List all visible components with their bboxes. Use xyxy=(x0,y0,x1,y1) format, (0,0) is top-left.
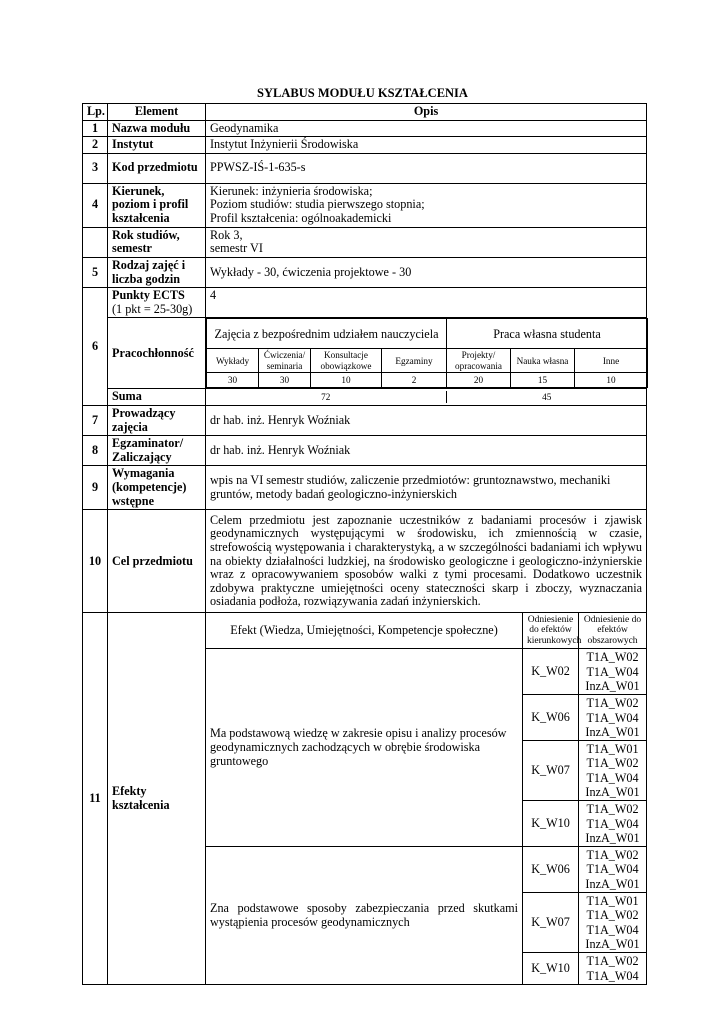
row-number: 11 xyxy=(83,613,108,985)
area-references xyxy=(579,695,647,741)
area-code: InzA_W01 xyxy=(585,830,640,845)
group-own-work: Praca własna studenta xyxy=(447,319,648,349)
row-label: Egzaminator/ Zaliczający xyxy=(108,436,206,466)
row-number: 2 xyxy=(83,137,108,154)
area-references xyxy=(579,741,647,801)
semester-line: semestr VI xyxy=(210,241,263,256)
row-label: Efekty kształcenia xyxy=(108,613,206,985)
column-exams: Egzaminy xyxy=(382,349,447,373)
area-code: T1A_W01 xyxy=(586,742,639,757)
sum-table-cell xyxy=(206,389,647,406)
row-number: 4 xyxy=(83,183,108,227)
row-number: 8 xyxy=(83,436,108,466)
header-lp: Lp. xyxy=(83,104,108,121)
header-element: Element xyxy=(108,104,206,121)
row-label: Pracochłonność xyxy=(108,318,206,389)
value-other: 10 xyxy=(575,373,648,388)
row-learning-outcomes-header xyxy=(83,613,647,649)
outcome-text: Zna podstawowe sposoby zabezpieczania przed skutkami wystąpienia procesów geodynamicznych xyxy=(206,847,523,985)
area-code: InzA_W01 xyxy=(585,936,640,951)
examiner-value: dr hab. inż. Henryk Woźniak xyxy=(206,436,647,466)
column-exercises: Ćwiczenia/ seminaria xyxy=(259,349,311,373)
row-label: Rok studiów, semestr xyxy=(108,227,206,257)
area-code: T1A_W04 xyxy=(586,862,639,877)
column-other: Inne xyxy=(575,349,648,373)
institute-value: Instytut Inżynierii Środowiska xyxy=(206,137,647,154)
field-line: Kierunek: inżynieria środowiska; xyxy=(210,183,373,198)
row-number: 7 xyxy=(83,405,108,435)
value-exercises: 30 xyxy=(259,373,311,388)
workload-table-cell xyxy=(206,318,647,389)
row-label: Instytut xyxy=(108,137,206,154)
profile-line: Profil kształcenia: ogólnoakademicki xyxy=(210,211,392,226)
row-module-name xyxy=(83,120,647,137)
ects-label-cell xyxy=(108,288,206,318)
row-lecturer xyxy=(83,405,647,435)
area-code: T1A_W02 xyxy=(586,756,639,771)
row-ects xyxy=(83,288,647,318)
year-line: Rok 3, xyxy=(210,227,243,242)
area-references xyxy=(579,801,647,847)
area-code: T1A_W02 xyxy=(586,848,639,863)
sum-direct: 72 xyxy=(206,391,446,403)
sum-label: Suma xyxy=(108,389,206,406)
row-number: 3 xyxy=(83,153,108,183)
sum-own: 45 xyxy=(446,391,647,403)
row-prerequisites xyxy=(83,466,647,510)
document-title: SYLABUS MODUŁU KSZTAŁCENIA xyxy=(257,86,468,100)
area-code: T1A_W02 xyxy=(586,650,639,665)
row-number: 5 xyxy=(83,257,108,287)
column-field-reference: Odniesienie do efektów kierunkowych xyxy=(523,613,579,649)
area-references xyxy=(579,953,647,985)
ects-value: 4 xyxy=(206,288,647,318)
field-of-study-value xyxy=(206,183,647,227)
field-reference: K_W02 xyxy=(523,649,579,695)
area-references xyxy=(579,893,647,953)
area-code: T1A_W02 xyxy=(586,954,639,969)
area-code: T1A_W02 xyxy=(586,908,639,923)
module-name-value: Geodynamika xyxy=(206,120,647,137)
area-code: T1A_W04 xyxy=(586,710,639,725)
field-reference: K_W10 xyxy=(523,801,579,847)
column-lectures: Wykłady xyxy=(207,349,259,373)
column-consultations: Konsultacje obowiązkowe xyxy=(311,349,382,373)
row-label: Nazwa modułu xyxy=(108,120,206,137)
row-course-objective xyxy=(83,510,647,613)
area-code: T1A_W04 xyxy=(586,664,639,679)
header-row xyxy=(83,104,647,121)
ects-note: (1 pkt = 25-30g) xyxy=(112,301,193,316)
column-self-study: Nauka własna xyxy=(511,349,575,373)
row-number: 1 xyxy=(83,120,108,137)
column-effect: Efekt (Wiedza, Umiejętności, Kompetencje społeczne) xyxy=(206,613,523,649)
sum-table xyxy=(206,391,647,403)
lecturer-value: dr hab. inż. Henryk Woźniak xyxy=(206,405,647,435)
course-objective-value: Celem przedmiotu jest zapoznanie uczestników z badaniami procesów i zjawisk geodynamicznych występującymi w środowisku, ich zmiennością w czasie, strefowością występowania i charakterystyką, a w szczególności badaniami ich wpływu na obiekty działalności ludzkiej, na środowisko geologiczne i geologiczno-inżynierskie wraz z opracowywaniem sposobów walki z tymi procesami. Dodatkowo uczestnik zdobywa praktyczne umiejętności oceny stateczności skarp i zboczy, wyznaczania osiadania podłoża, rozwiązywania zadań inżynierskich. xyxy=(206,510,647,613)
row-institute xyxy=(83,137,647,154)
row-label: Punkty ECTS xyxy=(112,288,185,303)
field-reference: K_W06 xyxy=(523,847,579,893)
row-class-types xyxy=(83,257,647,287)
row-year-semester xyxy=(83,227,647,257)
area-code: InzA_W01 xyxy=(585,724,640,739)
row-examiner xyxy=(83,436,647,466)
value-self-study: 15 xyxy=(511,373,575,388)
row-label: Kierunek, poziom i profil kształcenia xyxy=(108,183,206,227)
area-references xyxy=(579,649,647,695)
value-lectures: 30 xyxy=(207,373,259,388)
area-code: T1A_W04 xyxy=(586,922,639,937)
row-number: 9 xyxy=(83,466,108,510)
syllabus-table xyxy=(82,103,647,985)
row-number: 10 xyxy=(83,510,108,613)
prerequisites-value: wpis na VI semestr studiów, zaliczenie przedmiotów: gruntoznawstwo, mechaniki gruntów, metody badań geologiczno-inżynierskich xyxy=(206,466,647,510)
area-code: T1A_W02 xyxy=(586,696,639,711)
year-semester-value xyxy=(206,227,647,257)
area-code: InzA_W01 xyxy=(585,784,640,799)
row-label: Wymagania (kompetencje) wstępne xyxy=(108,466,206,510)
row-label: Cel przedmiotu xyxy=(108,510,206,613)
area-references xyxy=(579,847,647,893)
course-code-value: PPWSZ-IŚ-1-635-s xyxy=(206,153,647,183)
value-projects: 20 xyxy=(447,373,511,388)
field-reference: K_W06 xyxy=(523,695,579,741)
field-reference: K_W07 xyxy=(523,893,579,953)
field-reference: K_W10 xyxy=(523,953,579,985)
row-sum xyxy=(83,389,647,406)
area-code: T1A_W04 xyxy=(586,770,639,785)
class-types-value: Wykłady - 30, ćwiczenia projektowe - 30 xyxy=(206,257,647,287)
workload-table xyxy=(206,318,648,388)
row-workload xyxy=(83,318,647,389)
value-consultations: 10 xyxy=(311,373,382,388)
level-line: Poziom studiów: studia pierwszego stopnia; xyxy=(210,197,425,212)
area-code: T1A_W01 xyxy=(586,894,639,909)
area-code: InzA_W01 xyxy=(585,876,640,891)
column-area-reference: Odniesienie do efektów obszarowych xyxy=(579,613,647,649)
group-direct-hours: Zajęcia z bezpośrednim udziałem nauczyciela xyxy=(207,319,447,349)
area-code: T1A_W04 xyxy=(586,816,639,831)
value-exams: 2 xyxy=(382,373,447,388)
row-field-of-study xyxy=(83,183,647,227)
area-code: InzA_W01 xyxy=(585,678,640,693)
row-course-code xyxy=(83,153,647,183)
header-opis: Opis xyxy=(206,104,647,121)
row-label: Prowadzący zajęcia xyxy=(108,405,206,435)
column-projects: Projekty/ opracowania xyxy=(447,349,511,373)
outcome-text: Ma podstawową wiedzę w zakresie opisu i analizy procesów geodynamicznych zachodzących w obrębie środowiska gruntowego xyxy=(206,649,523,847)
area-code: T1A_W04 xyxy=(586,968,639,983)
field-reference: K_W07 xyxy=(523,741,579,801)
area-code: T1A_W02 xyxy=(586,802,639,817)
row-number: 6 xyxy=(83,288,108,406)
row-label: Rodzaj zajęć i liczba godzin xyxy=(108,257,206,287)
row-label: Kod przedmiotu xyxy=(108,153,206,183)
